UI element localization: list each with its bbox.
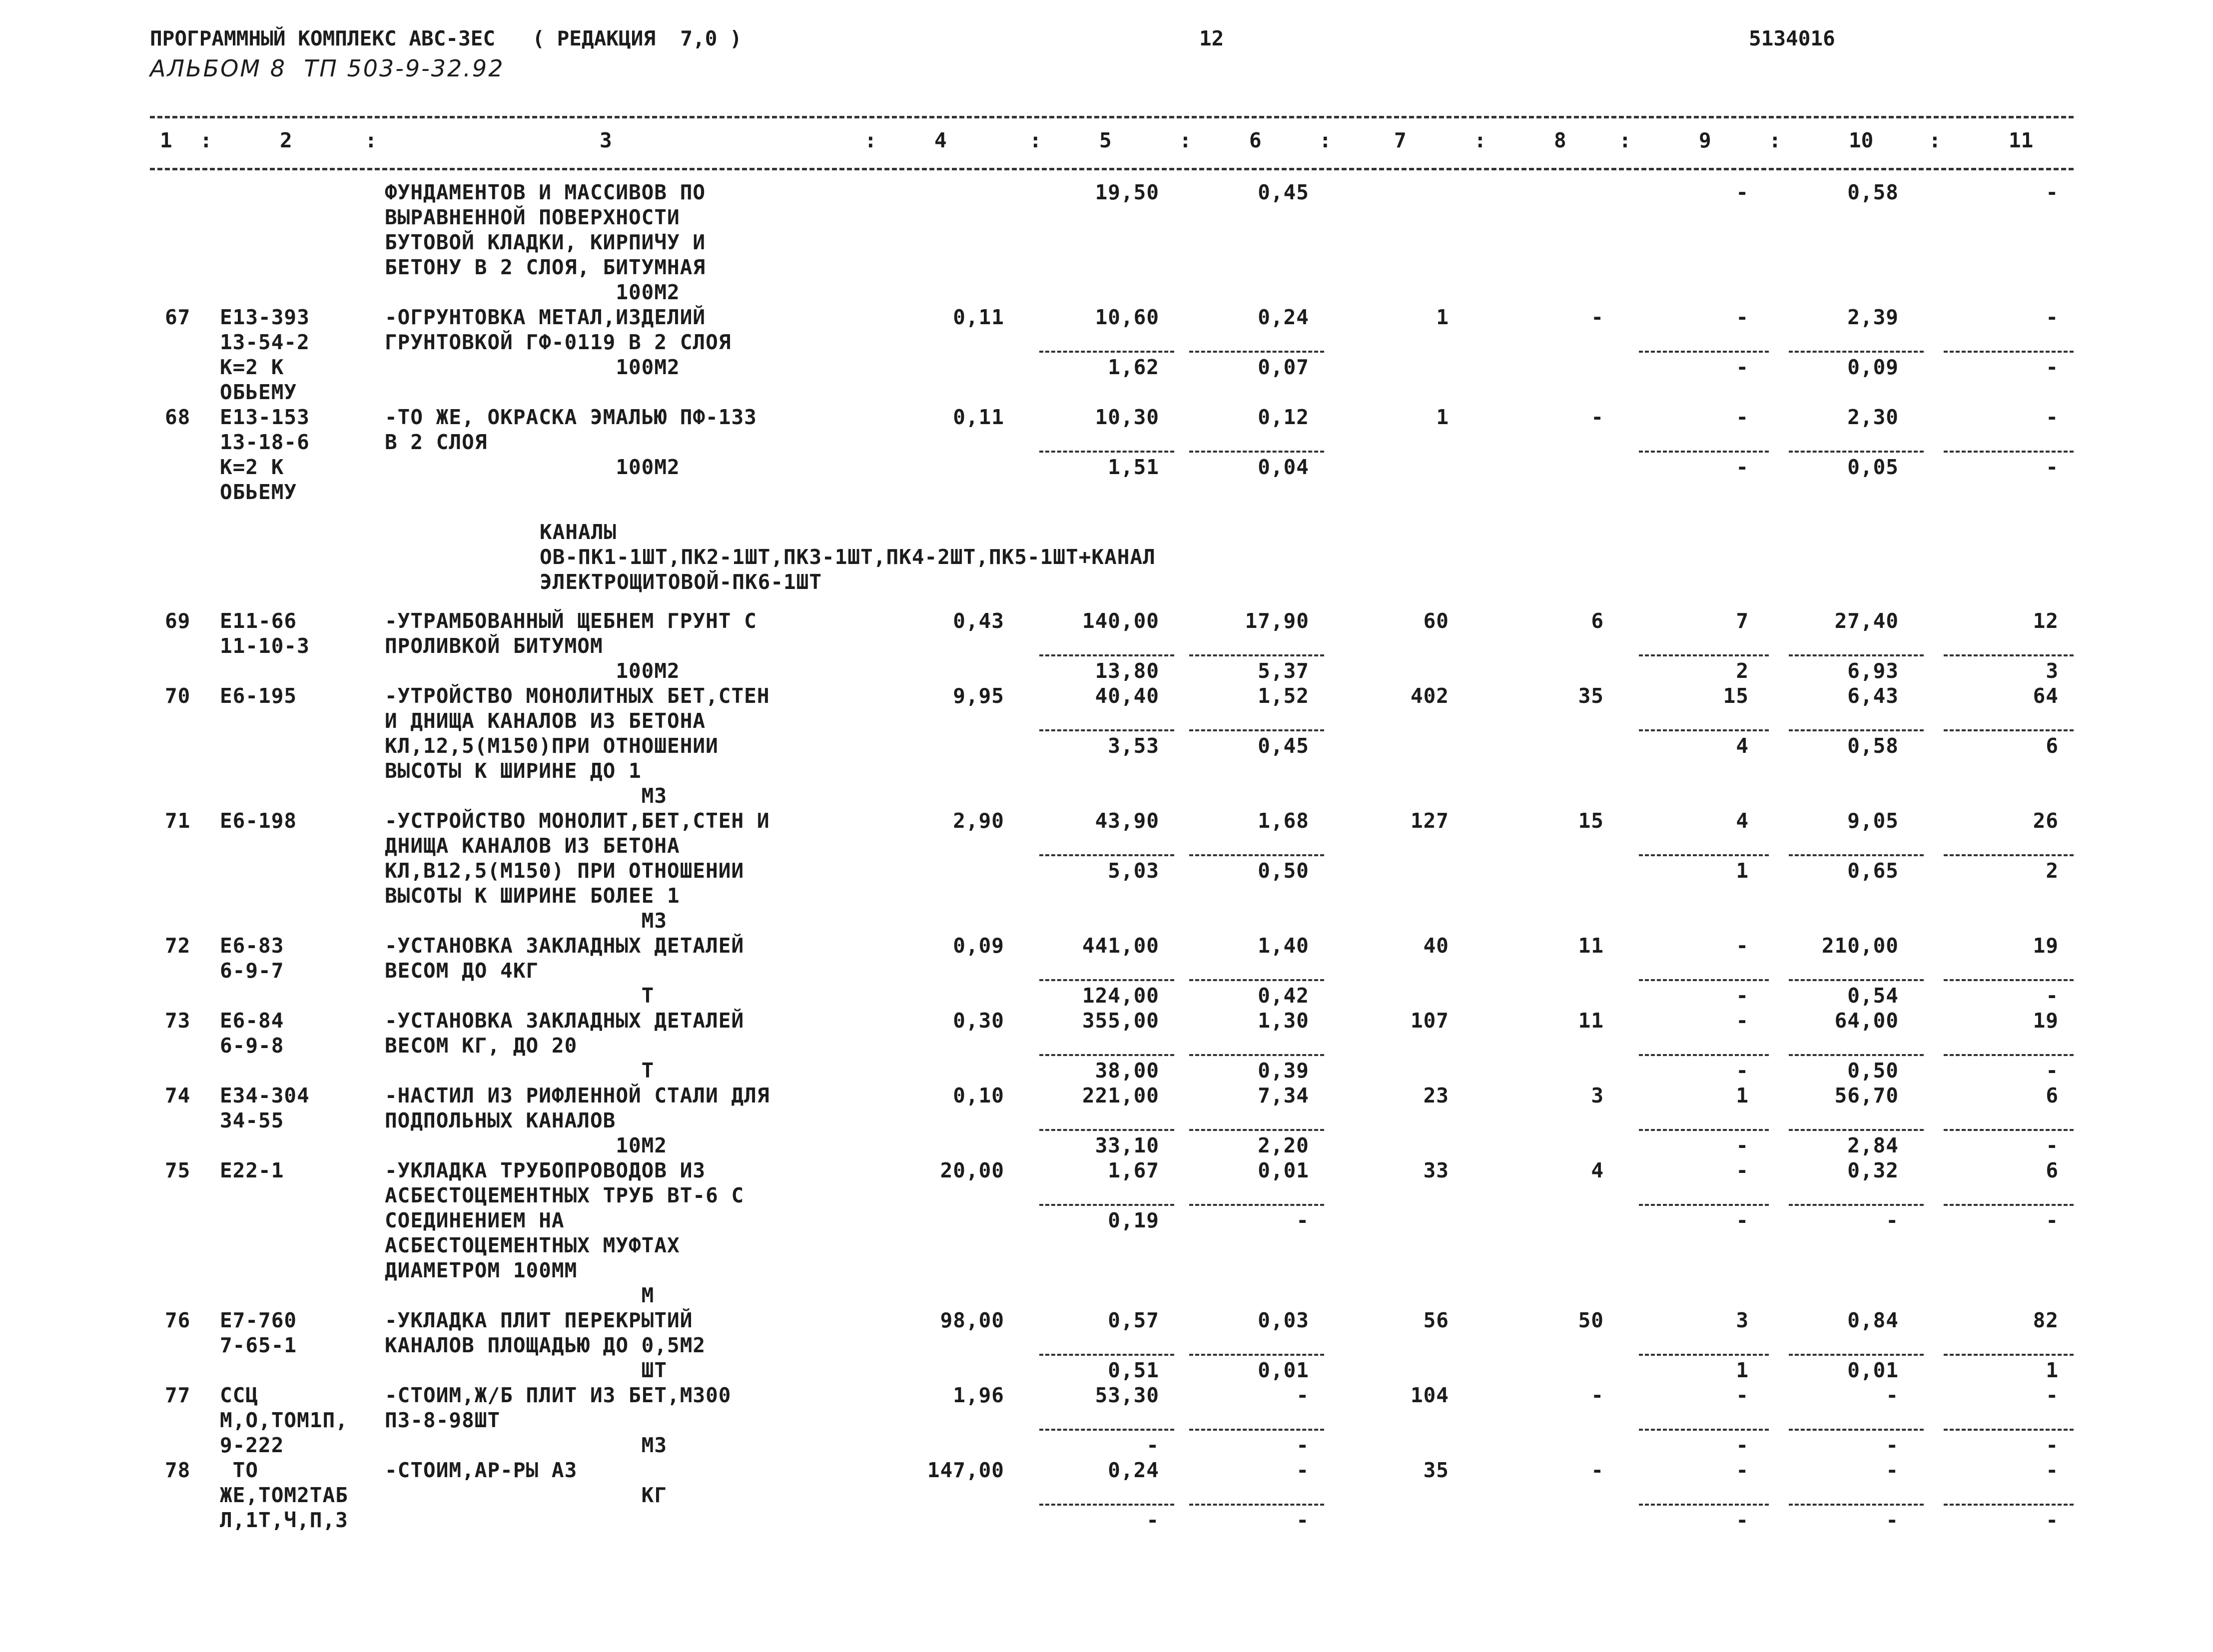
column-header-4: 4 [934,128,947,152]
cell-c11-sub: - [2046,983,2059,1008]
subtotal-divider [1189,979,1324,981]
row-number: 73 [165,1008,191,1033]
row-number: 67 [165,305,191,329]
cell-c10-sub: 0,50 [1847,1058,1899,1083]
cell-c10-sub: 0,54 [1847,983,1899,1008]
column-separator: : [200,128,212,152]
cell-c11: 6 [2046,1083,2059,1107]
cell-c6-sub: 0,07 [1258,355,1309,379]
subtotal-divider [1639,451,1769,453]
subtotal-divider [1039,1204,1174,1206]
cell-c11: 26 [2033,808,2059,833]
cell-c5: 10,60 [1095,305,1159,329]
cell-c11-sub: 6 [2046,733,2059,758]
cell-c10: 9,05 [1847,808,1899,833]
row-description: ФУНДАМЕНТОВ И МАССИВОВ ПО ВЫРАВНЕННОЙ ПОВЕРХНОСТИ БУТОВОЙ КЛАДКИ, КИРПИЧУ И БЕТОНУ В 2 СЛОЯ, БИТУМНАЯ 100М2 [385,180,706,304]
cell-c9: - [1736,305,1749,329]
cell-c7: 1 [1436,405,1449,429]
cell-c4: 0,11 [953,305,1004,329]
cell-c11: - [2046,180,2059,204]
cell-c9-sub: - [1736,1433,1749,1457]
row-description: -УКЛАДКА ПЛИТ ПЕРЕКРЫТИЙ КАНАЛОВ ПЛОЩАДЬЮ ДО 0,5М2 ШТ [385,1308,706,1382]
row-code: Е6-84 6-9-8 [220,1008,284,1058]
subtotal-divider [1189,854,1324,856]
row-description: -СТОИМ,Ж/Б ПЛИТ ИЗ БЕТ,М300 ПЗ-8-98ШТ М3 [385,1383,732,1457]
cell-c4: 147,00 [927,1458,1004,1482]
subtotal-divider [1639,1354,1769,1356]
cell-c7: 104 [1410,1383,1449,1407]
row-number: 72 [165,933,191,958]
cell-c9-sub: - [1736,1208,1749,1232]
row-description: -СТОИМ,АР-РЫ А3 КГ [385,1458,668,1507]
row-number: 77 [165,1383,191,1407]
cell-c9-sub: - [1736,1058,1749,1083]
subtotal-divider [1944,1504,2074,1506]
album-label: АЛЬБОМ 8 ТП 503-9-32.92 [150,55,505,82]
cell-c4: 1,96 [953,1383,1004,1407]
subtotal-divider [1639,351,1769,353]
column-separator: : [1619,128,1631,152]
cell-c10: 6,43 [1847,683,1899,708]
cell-c11: - [2046,1383,2059,1407]
cell-c9-sub: 1 [1736,858,1749,883]
row-code: Е6-195 [220,683,297,708]
cell-c4: 0,09 [953,933,1004,958]
subtotal-divider [1944,1054,2074,1056]
cell-c8: - [1591,1458,1604,1482]
subtotal-divider [1789,1504,1924,1506]
header-bottom-rule [150,168,2074,170]
subtotal-divider [1789,1129,1924,1131]
subtotal-divider [1639,1504,1769,1506]
column-separator: : [1474,128,1486,152]
cell-c7: 107 [1410,1008,1449,1033]
row-number: 68 [165,405,191,429]
cell-c5-sub: 38,00 [1095,1058,1159,1083]
cell-c7: 33 [1423,1158,1449,1182]
cell-c10-sub: 0,01 [1847,1358,1899,1382]
cell-c11-sub: 3 [2046,658,2059,683]
cell-c9-sub: 1 [1736,1358,1749,1382]
cell-c11-sub: - [2046,1058,2059,1083]
cell-c10: - [1886,1383,1899,1407]
row-number: 75 [165,1158,191,1182]
cell-c8: - [1591,1383,1604,1407]
subtotal-divider [1039,1054,1174,1056]
column-separator: : [864,128,877,152]
row-number: 69 [165,608,191,633]
cell-c11-sub: - [2046,1208,2059,1232]
subtotal-divider [1944,351,2074,353]
subtotal-divider [1039,1429,1174,1431]
cell-c9-sub: - [1736,983,1749,1008]
column-header-2: 2 [280,128,292,152]
cell-c9-sub: 2 [1736,658,1749,683]
cell-c5-sub: 0,51 [1108,1358,1159,1382]
cell-c5-sub: 33,10 [1095,1133,1159,1157]
cell-c9-sub: - [1736,455,1749,479]
subtotal-divider [1639,979,1769,981]
subtotal-divider [1639,1429,1769,1431]
subtotal-divider [1189,729,1324,731]
cell-c10-sub: 0,09 [1847,355,1899,379]
cell-c10: 27,40 [1834,608,1899,633]
cell-c7: 127 [1410,808,1449,833]
cell-c9: 4 [1736,808,1749,833]
cell-c11: - [2046,405,2059,429]
cell-c8: - [1591,405,1604,429]
cell-c6-sub: - [1296,1508,1309,1532]
cell-c10: 210,00 [1821,933,1899,958]
cell-c11-sub: - [2046,1433,2059,1457]
cell-c10-sub: - [1886,1433,1899,1457]
row-description: -ОГРУНТОВКА МЕТАЛ,ИЗДЕЛИЙ ГРУНТОВКОЙ ГФ-0119 В 2 СЛОЯ 100М2 [385,305,732,379]
subtotal-divider [1639,654,1769,656]
row-number: 78 [165,1458,191,1482]
subtotal-divider [1039,451,1174,453]
subtotal-divider [1639,854,1769,856]
cell-c9-sub: - [1736,1508,1749,1532]
cell-c6: 1,68 [1258,808,1309,833]
cell-c6-sub: - [1296,1208,1309,1232]
cell-c8: 11 [1578,1008,1604,1033]
subtotal-divider [1189,1354,1324,1356]
row-description: -ТО ЖЕ, ОКРАСКА ЭМАЛЬЮ ПФ-133 В 2 СЛОЯ 100М2 [385,405,757,479]
subtotal-divider [1039,854,1174,856]
subtotal-divider [1189,654,1324,656]
cell-c11: 82 [2033,1308,2059,1332]
cell-c5: 140,00 [1082,608,1159,633]
cell-c7: 23 [1423,1083,1449,1107]
subtotal-divider [1639,729,1769,731]
cell-c11: - [2046,305,2059,329]
column-header-8: 8 [1554,128,1566,152]
cell-c8: - [1591,305,1604,329]
subtotal-divider [1189,1204,1324,1206]
cell-c5-sub: 1,62 [1108,355,1159,379]
subtotal-divider [1789,351,1924,353]
cell-c5: 0,24 [1108,1458,1159,1482]
cell-c8: 15 [1578,808,1604,833]
cell-c10: - [1886,1458,1899,1482]
subtotal-divider [1039,1354,1174,1356]
cell-c4: 0,43 [953,608,1004,633]
row-number: 76 [165,1308,191,1332]
subtotal-divider [1944,979,2074,981]
cell-c11-sub: - [2046,1508,2059,1532]
section-title: КАНАЛЫ [540,520,617,544]
row-description: -УКЛАДКА ТРУБОПРОВОДОВ ИЗ АСБЕСТОЦЕМЕНТНЫХ ТРУБ ВТ-6 С СОЕДИНЕНИЕМ НА АСБЕСТОЦЕМЕНТНЫХ МУФТАХ ДИАМЕТРОМ 100ММ М [385,1158,744,1307]
cell-c7: 1 [1436,305,1449,329]
row-description: -УТРАМБОВАННЫЙ ЩЕБНЕМ ГРУНТ С ПРОЛИВКОЙ БИТУМОМ 100М2 [385,608,757,683]
subtotal-divider [1944,1129,2074,1131]
cell-c8: 6 [1591,608,1604,633]
cell-c5: 221,00 [1082,1083,1159,1107]
subtotal-divider [1944,854,2074,856]
cell-c11-sub: 1 [2046,1358,2059,1382]
row-code: ССЦ М,О,ТОМ1П, 9-222 [220,1383,348,1457]
subtotal-divider [1189,1429,1324,1431]
cell-c9: 15 [1723,683,1749,708]
cell-c9-sub: 4 [1736,733,1749,758]
cell-c6-sub: 5,37 [1258,658,1309,683]
cell-c5-sub: 0,19 [1108,1208,1159,1232]
cell-c10: 0,84 [1847,1308,1899,1332]
subtotal-divider [1639,1204,1769,1206]
cell-c9: - [1736,1158,1749,1182]
row-number: 74 [165,1083,191,1107]
cell-c7: 40 [1423,933,1449,958]
cell-c4: 0,10 [953,1083,1004,1107]
column-separator: : [1769,128,1781,152]
cell-c5-sub: 3,53 [1108,733,1159,758]
cell-c6: 0,12 [1258,405,1309,429]
subtotal-divider [1789,451,1924,453]
cell-c5-sub: 13,80 [1095,658,1159,683]
cell-c11: 19 [2033,1008,2059,1033]
cell-c9: 7 [1736,608,1749,633]
cell-c5: 355,00 [1082,1008,1159,1033]
row-code: Е7-760 7-65-1 [220,1308,297,1357]
row-description: -НАСТИЛ ИЗ РИФЛЕННОЙ СТАЛИ ДЛЯ ПОДПОЛЬНЫХ КАНАЛОВ 10М2 [385,1083,770,1157]
cell-c9-sub: - [1736,355,1749,379]
cell-c10: 2,30 [1847,405,1899,429]
cell-c10-sub: 0,05 [1847,455,1899,479]
row-code: Е6-83 6-9-7 [220,933,284,983]
cell-c6: 0,45 [1258,180,1309,204]
cell-c9: - [1736,405,1749,429]
cell-c10: 56,70 [1834,1083,1899,1107]
cell-c6: 0,03 [1258,1308,1309,1332]
doc-code: 5134016 [1749,26,1835,50]
cell-c6: 17,90 [1245,608,1309,633]
cell-c4: 0,11 [953,405,1004,429]
cell-c10: 64,00 [1834,1008,1899,1033]
cell-c6-sub: 0,01 [1258,1358,1309,1382]
cell-c11-sub: - [2046,455,2059,479]
row-code: Е22-1 [220,1158,284,1182]
cell-c8: 11 [1578,933,1604,958]
row-code: Е6-198 [220,808,297,833]
cell-c10-sub: 0,65 [1847,858,1899,883]
subtotal-divider [1039,979,1174,981]
subtotal-divider [1039,351,1174,353]
column-header-9: 9 [1699,128,1711,152]
column-header-6: 6 [1249,128,1262,152]
cell-c10-sub: - [1886,1208,1899,1232]
cell-c11: 64 [2033,683,2059,708]
section-line-1: ОВ-ПК1-1ШТ,ПК2-1ШТ,ПК3-1ШТ,ПК4-2ШТ,ПК5-1ШТ+КАНАЛ [540,545,1156,569]
cell-c11-sub: - [2046,1133,2059,1157]
subtotal-divider [1789,654,1924,656]
cell-c5: 43,90 [1095,808,1159,833]
cell-c6: - [1296,1458,1309,1482]
cell-c5-sub: - [1146,1433,1159,1457]
cell-c6: 1,30 [1258,1008,1309,1033]
column-separator: : [365,128,377,152]
cell-c6: 1,40 [1258,933,1309,958]
row-description: -УТРОЙСТВО МОНОЛИТНЫХ БЕТ,СТЕН И ДНИЩА КАНАЛОВ ИЗ БЕТОНА КЛ,12,5(М150)ПРИ ОТНОШЕНИИ ВЫСОТЫ К ШИРИНЕ ДО 1 М3 [385,683,770,808]
cell-c6: - [1296,1383,1309,1407]
cell-c5: 1,67 [1108,1158,1159,1182]
subtotal-divider [1944,1429,2074,1431]
subtotal-divider [1189,1129,1324,1131]
cell-c6: 7,34 [1258,1083,1309,1107]
cell-c7: 35 [1423,1458,1449,1482]
subtotal-divider [1789,1054,1924,1056]
column-header-3: 3 [600,128,612,152]
cell-c8: 35 [1578,683,1604,708]
cell-c9: - [1736,1383,1749,1407]
column-separator: : [1179,128,1192,152]
cell-c7: 402 [1410,683,1449,708]
cell-c7: 60 [1423,608,1449,633]
cell-c10: 0,58 [1847,180,1899,204]
row-description: -УСТРОЙСТВО МОНОЛИТ,БЕТ,СТЕН И ДНИЩА КАНАЛОВ ИЗ БЕТОНА КЛ,В12,5(М150) ПРИ ОТНОШЕНИИ ВЫСОТЫ К ШИРИНЕ БОЛЕЕ 1 М3 [385,808,770,933]
cell-c10: 0,32 [1847,1158,1899,1182]
subtotal-divider [1639,1129,1769,1131]
cell-c8: 4 [1591,1158,1604,1182]
column-header-1: 1 [160,128,172,152]
cell-c9: 3 [1736,1308,1749,1332]
cell-c11: 12 [2033,608,2059,633]
subtotal-divider [1789,1354,1924,1356]
cell-c6-sub: 0,39 [1258,1058,1309,1083]
cell-c9: - [1736,1458,1749,1482]
column-header-10: 10 [1849,128,1874,152]
row-number: 71 [165,808,191,833]
cell-c10-sub: - [1886,1508,1899,1532]
row-description: -УСТАНОВКА ЗАКЛАДНЫХ ДЕТАЛЕЙ ВЕСОМ ДО 4КГ Т [385,933,744,1008]
cell-c6-sub: - [1296,1433,1309,1457]
subtotal-divider [1789,729,1924,731]
cell-c11: - [2046,1458,2059,1482]
cell-c6-sub: 0,42 [1258,983,1309,1008]
cell-c5: 441,00 [1082,933,1159,958]
cell-c9: - [1736,1008,1749,1033]
cell-c4: 98,00 [940,1308,1004,1332]
column-separator: : [1319,128,1332,152]
cell-c8: 3 [1591,1083,1604,1107]
cell-c9: - [1736,180,1749,204]
cell-c6: 0,24 [1258,305,1309,329]
cell-c5-sub: - [1146,1508,1159,1532]
subtotal-divider [1039,1504,1174,1506]
column-header-11: 11 [2009,128,2034,152]
column-separator: : [1029,128,1042,152]
subtotal-divider [1189,351,1324,353]
cell-c9: - [1736,933,1749,958]
subtotal-divider [1189,1054,1324,1056]
subtotal-divider [1039,654,1174,656]
cell-c10-sub: 0,58 [1847,733,1899,758]
cell-c4: 2,90 [953,808,1004,833]
column-header-7: 7 [1394,128,1407,152]
cell-c6-sub: 0,50 [1258,858,1309,883]
cell-c8: 50 [1578,1308,1604,1332]
cell-c5-sub: 5,03 [1108,858,1159,883]
subtotal-divider [1944,1354,2074,1356]
section-line-2: ЭЛЕКТРОЩИТОВОЙ-ПК6-1ШТ [540,570,822,594]
subtotal-divider [1189,1504,1324,1506]
row-code: Е13-393 13-54-2 К=2 К ОБЬЕМУ [220,305,310,404]
cell-c11: 19 [2033,933,2059,958]
cell-c11: 6 [2046,1158,2059,1182]
subtotal-divider [1944,1204,2074,1206]
subtotal-divider [1789,1204,1924,1206]
subtotal-divider [1789,979,1924,981]
cell-c5: 19,50 [1095,180,1159,204]
row-code: Е11-66 11-10-3 [220,608,310,658]
cell-c5-sub: 1,51 [1108,455,1159,479]
cell-c4: 9,95 [953,683,1004,708]
program-header: ПРОГРАММНЫЙ КОМПЛЕКС АВС-ЗЕС ( РЕДАКЦИЯ 7,0 ) [150,26,742,50]
row-code: Е34-304 34-55 [220,1083,310,1132]
cell-c11-sub: - [2046,355,2059,379]
cell-c10: 2,39 [1847,305,1899,329]
row-number: 70 [165,683,191,708]
cell-c9: 1 [1736,1083,1749,1107]
cell-c6: 0,01 [1258,1158,1309,1182]
cell-c10-sub: 6,93 [1847,658,1899,683]
subtotal-divider [1039,1129,1174,1131]
column-separator: : [1929,128,1941,152]
cell-c6-sub: 2,20 [1258,1133,1309,1157]
cell-c7: 56 [1423,1308,1449,1332]
cell-c5: 0,57 [1108,1308,1159,1332]
subtotal-divider [1189,451,1324,453]
cell-c5: 40,40 [1095,683,1159,708]
cell-c11-sub: 2 [2046,858,2059,883]
row-description: -УСТАНОВКА ЗАКЛАДНЫХ ДЕТАЛЕЙ ВЕСОМ КГ, ДО 20 Т [385,1008,744,1083]
subtotal-divider [1789,854,1924,856]
row-code: ТО ЖЕ,ТОМ2ТАБ Л,1Т,Ч,П,3 [220,1458,348,1532]
subtotal-divider [1789,1429,1924,1431]
subtotal-divider [1944,654,2074,656]
cell-c10-sub: 2,84 [1847,1133,1899,1157]
subtotal-divider [1944,451,2074,453]
subtotal-divider [1944,729,2074,731]
cell-c6: 1,52 [1258,683,1309,708]
cell-c4: 20,00 [940,1158,1004,1182]
cell-c6-sub: 0,45 [1258,733,1309,758]
cell-c5: 53,30 [1095,1383,1159,1407]
cell-c5: 10,30 [1095,405,1159,429]
cell-c6-sub: 0,04 [1258,455,1309,479]
subtotal-divider [1639,1054,1769,1056]
column-header-5: 5 [1099,128,1112,152]
top-rule [150,116,2074,118]
page-number: 12 [1199,26,1224,50]
row-code: Е13-153 13-18-6 К=2 К ОБЬЕМУ [220,405,310,504]
cell-c9-sub: - [1736,1133,1749,1157]
cell-c4: 0,30 [953,1008,1004,1033]
cell-c5-sub: 124,00 [1082,983,1159,1008]
subtotal-divider [1039,729,1174,731]
